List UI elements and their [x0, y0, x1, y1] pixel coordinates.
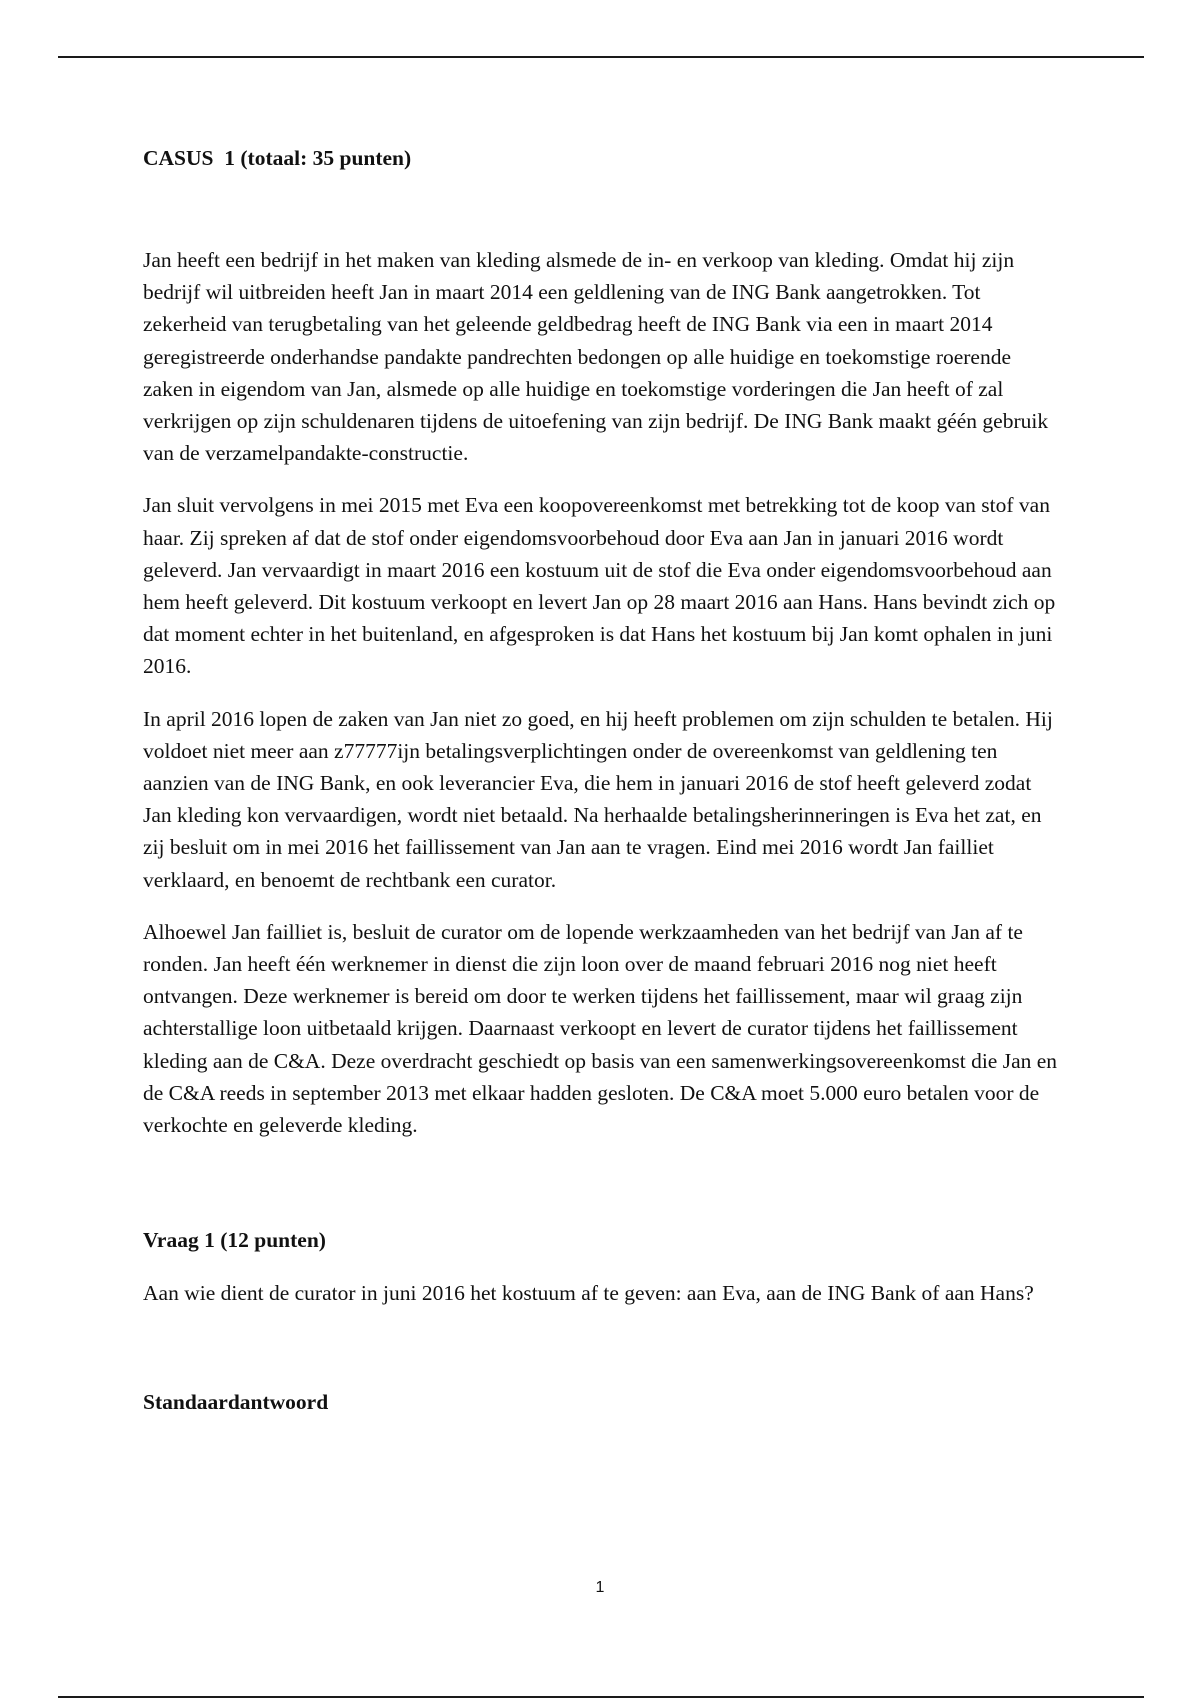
case-paragraph-2: Jan sluit vervolgens in mei 2015 met Eva een koopovereenkomst met betrekking tot de koop van stof van haar. Zij spreken af dat de stof onder eigendomsvoorbehoud door Eva aan Jan in januari 2016 wordt geleverd. Jan vervaardigt in maart 2016 een kostuum uit de stof die Eva onder eigendomsvoorbehoud aan hem heeft geleverd. Dit kostuum verkoopt en levert Jan op 28 maart 2016 aan Hans. Hans bevindt zich op dat moment echter in het buitenland, en afgesproken is dat Hans het kostuum bij Jan komt ophalen in juni 2016.: [143, 493, 1056, 679]
answer-heading: Standaardantwoord: [143, 1390, 329, 1415]
document-content: [143, 143, 1063, 1417]
case-paragraph-3: In april 2016 lopen de zaken van Jan niet zo goed, en hij heeft problemen om zijn schulden te betalen. Hij voldoet niet meer aan z77777ijn betalingsverplichtingen onder de overeenkomst van geldlening ten aanzien van de ING Bank, en ook leverancier Eva, die hem in januari 2016 de stof heeft geleverd zodat Jan kleding kon vervaardigen, wordt niet betaald. Na herhaalde betalingsherinneringen is Eva het zat, en zij besluit om in mei 2016 het faillissement van Jan aan te vragen. Eind mei 2016 wordt Jan failliet verklaard, en benoemt de rechtbank een curator.: [143, 706, 1053, 892]
case-paragraph-4: Alhoewel Jan failliet is, besluit de curator om de lopende werkzaamheden van het bedrijf van Jan af te ronden. Jan heeft één werknemer in dienst die zijn loon over de maand februari 2016 nog niet heeft ontvangen. Deze werknemer is bereid om door te werken tijdens het faillissement, maar wil graag zijn achterstallige loon uitbetaald krijgen. Daarnaast verkoopt en levert de curator tijdens het faillissement kleding aan de C&A. Deze overdracht geschiedt op basis van een samenwerkingsovereenkomst die Jan en de C&A reeds in september 2013 met elkaar hadden gesloten. De C&A moet 5.000 euro betalen voor de verkochte en geleverde kleding.: [143, 919, 1058, 1138]
case-title: CASUS 1 (totaal: 35 punten): [143, 146, 412, 170]
case-paragraph-1: Jan heeft een bedrijf in het maken van kleding alsmede de in- en verkoop van kleding. Omdat hij zijn bedrijf wil uitbreiden heeft Jan in maart 2014 een geldlening van de ING Bank aangetrokken. Tot zekerheid van terugbetaling van het geleende geldbedrag heeft de ING Bank via een in maart 2014 geregistreerde onderhandse pandakte pandrechten bedongen op alle huidige en toekomstige roerende zaken in eigendom van Jan, alsmede op alle huidige en toekomstige vorderingen die Jan heeft of zal verkrijgen op zijn schuldenaren tijdens de uitoefening van zijn bedrijf. De ING Bank maakt géén gebruik van de verzamelpandakte-constructie.: [143, 248, 1049, 466]
question-text: Aan wie dient de curator in juni 2016 het kostuum af te geven: aan Eva, aan de ING Bank of aan Hans?: [143, 1281, 1034, 1306]
bottom-divider: [58, 1696, 1144, 1698]
top-divider: [58, 56, 1144, 58]
page-number: 1: [595, 1579, 605, 1596]
question-title: Vraag 1 (12 punten): [143, 1228, 326, 1253]
